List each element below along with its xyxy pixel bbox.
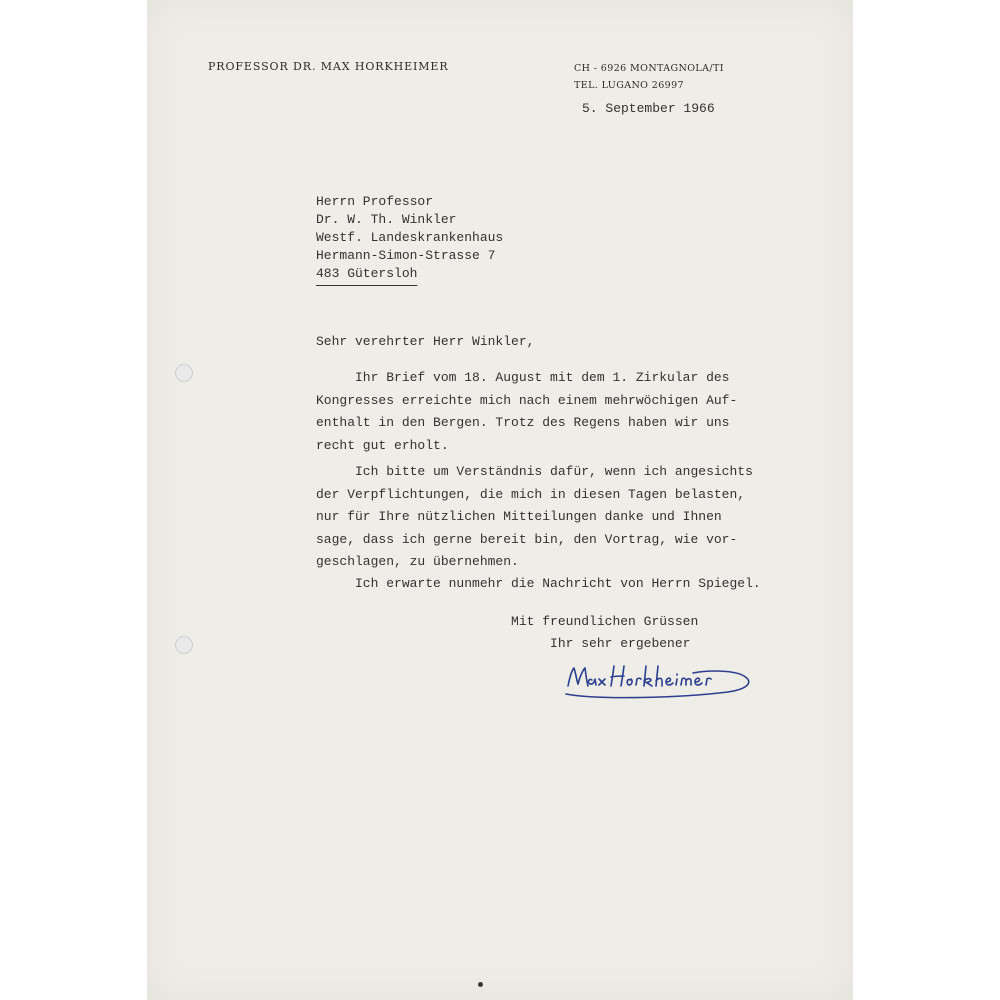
text-line: Ihr Brief vom 18. August mit dem 1. Zirkular des [316,370,730,385]
handwritten-signature [558,654,758,704]
text-line: Kongresses erreichte mich nach einem mehrwöchigen Auf- [316,392,738,408]
closing-line: Mit freundlichen Grüssen [316,614,699,629]
letterhead-name: PROFESSOR DR. MAX HORKHEIMER [208,60,449,73]
text-line: recht gut erholt. [316,437,449,453]
text-line: der Verpflichtungen, die mich in diesen Tagen belasten, [316,486,746,502]
recipient-address [316,193,503,283]
text-line: sage, dass ich gerne bereit bin, den Vortrag, wie vor- [316,531,738,547]
address-city: 483 Gütersloh [316,266,418,281]
letterhead-contact [574,60,724,94]
salutation: Sehr verehrter Herr Winkler, [316,334,535,349]
punch-hole [175,636,193,654]
address-line: Herrn Professor [316,194,434,209]
punch-hole [175,364,193,382]
closing [316,611,698,655]
text-line: enthalt in den Bergen. Trotz des Regens haben wir uns [316,415,730,430]
address-line: Westf. Landeskrankenhaus [316,230,504,245]
paragraph-2 [316,461,753,574]
letter-date: 5. September 1966 [582,101,715,116]
address-line: Dr. W. Th. Winkler [316,212,457,227]
letterhead-location: CH - 6926 MONTAGNOLA/TI [574,63,724,74]
text-line: Ich bitte um Verständnis dafür, wenn ich angesichts [316,464,753,479]
paragraph-3: Ich erwarte nunmehr die Nachricht von Herrn Spiegel. [316,576,761,591]
closing-line: Ihr sehr ergebener [316,636,691,651]
text-line: geschlagen, zu übernehmen. [316,554,519,569]
paper-mark [478,982,483,987]
letterhead-telephone: TEL. LUGANO 26997 [574,80,685,91]
address-line: Hermann-Simon-Strasse 7 [316,248,496,263]
paragraph-1 [316,367,737,457]
text-line: nur für Ihre nützlichen Mitteilungen danke und Ihnen [316,509,722,524]
